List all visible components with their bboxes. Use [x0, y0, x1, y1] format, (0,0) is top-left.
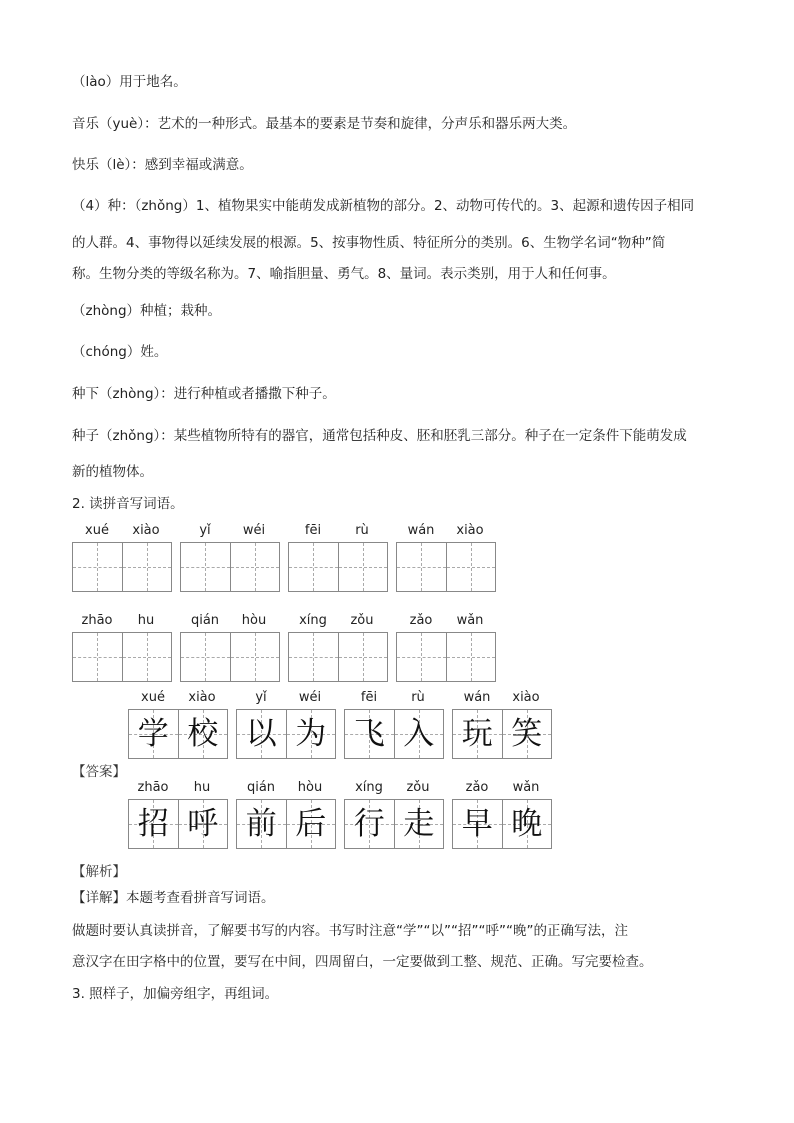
pinyin-label: yǐ	[199, 523, 211, 538]
pinyin-label: fēi	[304, 523, 322, 538]
text-line: （4）种：（zhǒng）1、植物果实中能萌发成新植物的部分。2、动物可传代的。3、起源和遗传因子相同	[72, 198, 695, 214]
tian-grid-cell	[178, 800, 228, 848]
answer-character: 笑	[511, 716, 543, 752]
answer-character: 后	[295, 806, 327, 842]
text-line: 称。生物分类的等级名称为。7、喻指胆量、勇气。8、量词。表示类别，用于人和任何事。	[72, 266, 616, 282]
tian-grid-cell[interactable]	[181, 543, 230, 591]
pinyin-label: zǒu	[406, 780, 430, 795]
pinyin-label: yǐ	[255, 690, 267, 705]
pinyin-label: zǒu	[350, 613, 374, 628]
tian-grid-cell[interactable]	[338, 543, 388, 591]
word-group	[236, 780, 336, 848]
tian-grid-cell	[286, 800, 336, 848]
tian-grid-cell[interactable]	[122, 543, 172, 591]
text-line: 新的植物体。	[72, 464, 153, 480]
pinyin-label: rù	[355, 523, 369, 538]
pinyin-label: xiào	[512, 690, 540, 705]
tian-grid-cell[interactable]	[397, 543, 446, 591]
pinyin-label: xué	[141, 690, 165, 705]
question-2-title: 2. 读拼音写词语。	[72, 496, 184, 512]
word-group	[344, 690, 444, 758]
pinyin-label: wǎn	[512, 780, 540, 795]
pinyin-label: wán	[407, 523, 435, 538]
answer-character: 晚	[511, 806, 543, 842]
tian-grid-cell	[345, 800, 394, 848]
word-group	[180, 613, 280, 681]
word-group	[236, 690, 336, 758]
text-line: 快乐（lè）：感到幸福或满意。	[72, 157, 253, 173]
tian-grid-cell	[394, 800, 444, 848]
tian-grid-cell	[237, 710, 286, 758]
pinyin-label: qián	[246, 780, 276, 795]
word-group	[288, 613, 388, 681]
answer-character: 入	[403, 716, 435, 752]
word-group	[180, 523, 280, 591]
tian-grid-cell	[502, 710, 552, 758]
pinyin-label: xiào	[132, 523, 160, 538]
pinyin-label: xíng	[299, 613, 327, 628]
tian-grid-cell[interactable]	[230, 543, 280, 591]
tian-grid-cell	[129, 800, 178, 848]
text-line: 种下（zhòng）：进行种植或者播撒下种子。	[72, 386, 336, 402]
answer-character: 行	[353, 806, 385, 842]
word-group	[288, 523, 388, 591]
tian-grid-cell	[129, 710, 178, 758]
answer-character: 招	[137, 806, 169, 842]
answer-character: 校	[187, 716, 219, 752]
tian-grid-cell[interactable]	[289, 633, 338, 681]
pinyin-label: xíng	[355, 780, 383, 795]
word-group	[72, 523, 172, 591]
word-group	[72, 613, 172, 681]
word-group	[128, 780, 228, 848]
answer-character: 学	[137, 716, 169, 752]
answer-character: 早	[461, 806, 493, 842]
tian-grid-cell	[286, 710, 336, 758]
pinyin-label: wéi	[242, 523, 266, 538]
pinyin-label: fēi	[360, 690, 378, 705]
tian-grid-cell	[502, 800, 552, 848]
text-line: 音乐（yuè）：艺术的一种形式。最基本的要素是节奏和旋律，分声乐和器乐两大类。	[72, 116, 577, 132]
pinyin-label: zǎo	[409, 613, 433, 628]
text-line: （lào）用于地名。	[72, 74, 187, 90]
tian-grid-cell[interactable]	[397, 633, 446, 681]
word-group	[396, 613, 496, 681]
tian-grid-cell[interactable]	[73, 543, 122, 591]
tian-grid-cell	[178, 710, 228, 758]
answer-character: 飞	[353, 716, 385, 752]
pinyin-label: rù	[411, 690, 425, 705]
word-group	[128, 690, 228, 758]
answer-character: 走	[403, 806, 435, 842]
text-line: 种子（zhǒng）：某些植物所特有的器官，通常包括种皮、胚和胚乳三部分。种子在一定条件下能萌发成	[72, 428, 687, 444]
tian-grid-cell	[453, 800, 502, 848]
word-group	[396, 523, 496, 591]
tian-grid-cell	[237, 800, 286, 848]
tian-grid-cell[interactable]	[446, 543, 496, 591]
tian-grid-cell[interactable]	[230, 633, 280, 681]
text-line: 的人群。4、事物得以延续发展的根源。5、按事物性质、特征所分的类别。6、生物学名词“物种”简	[72, 235, 666, 251]
explain-line: 意汉字在田字格中的位置，要写在中间，四周留白，一定要做到工整、规范、正确。写完要检查。	[72, 954, 653, 970]
answer-label: 【答案】	[72, 764, 126, 780]
text-line: （zhòng）种植；栽种。	[72, 303, 222, 319]
answer-character: 为	[295, 716, 327, 752]
answer-character: 呼	[187, 806, 219, 842]
text-line: （chóng）姓。	[72, 344, 168, 360]
tian-grid-cell[interactable]	[73, 633, 122, 681]
tian-grid-cell	[453, 710, 502, 758]
pinyin-label: zhāo	[137, 780, 169, 795]
tian-grid-cell[interactable]	[289, 543, 338, 591]
pinyin-label: hòu	[241, 613, 267, 628]
pinyin-label: xiào	[456, 523, 484, 538]
answer-character: 前	[245, 806, 277, 842]
analysis-label: 【解析】	[72, 864, 126, 880]
pinyin-label: hu	[137, 613, 155, 628]
tian-grid-cell[interactable]	[446, 633, 496, 681]
explain-line: 做题时要认真读拼音，了解要书写的内容。书写时注意“学”“以”“招”“呼”“晚”的正确写法，注	[72, 923, 628, 939]
pinyin-label: qián	[190, 613, 220, 628]
pinyin-label: zǎo	[465, 780, 489, 795]
word-group	[452, 780, 552, 848]
detail-line: 【详解】本题考查看拼音写词语。	[72, 890, 275, 906]
pinyin-label: wǎn	[456, 613, 484, 628]
tian-grid-cell	[345, 710, 394, 758]
pinyin-label: zhāo	[81, 613, 113, 628]
tian-grid-cell[interactable]	[181, 633, 230, 681]
answer-character: 以	[245, 716, 277, 752]
pinyin-label: hu	[193, 780, 211, 795]
pinyin-label: xué	[85, 523, 109, 538]
answer-character: 玩	[461, 716, 493, 752]
tian-grid-cell[interactable]	[338, 633, 388, 681]
pinyin-label: wán	[463, 690, 491, 705]
pinyin-label: wéi	[298, 690, 322, 705]
tian-grid-cell[interactable]	[122, 633, 172, 681]
word-group	[452, 690, 552, 758]
tian-grid-cell	[394, 710, 444, 758]
word-group	[344, 780, 444, 848]
pinyin-label: hòu	[297, 780, 323, 795]
question-3-title: 3. 照样子，加偏旁组字，再组词。	[72, 986, 279, 1002]
pinyin-label: xiào	[188, 690, 216, 705]
